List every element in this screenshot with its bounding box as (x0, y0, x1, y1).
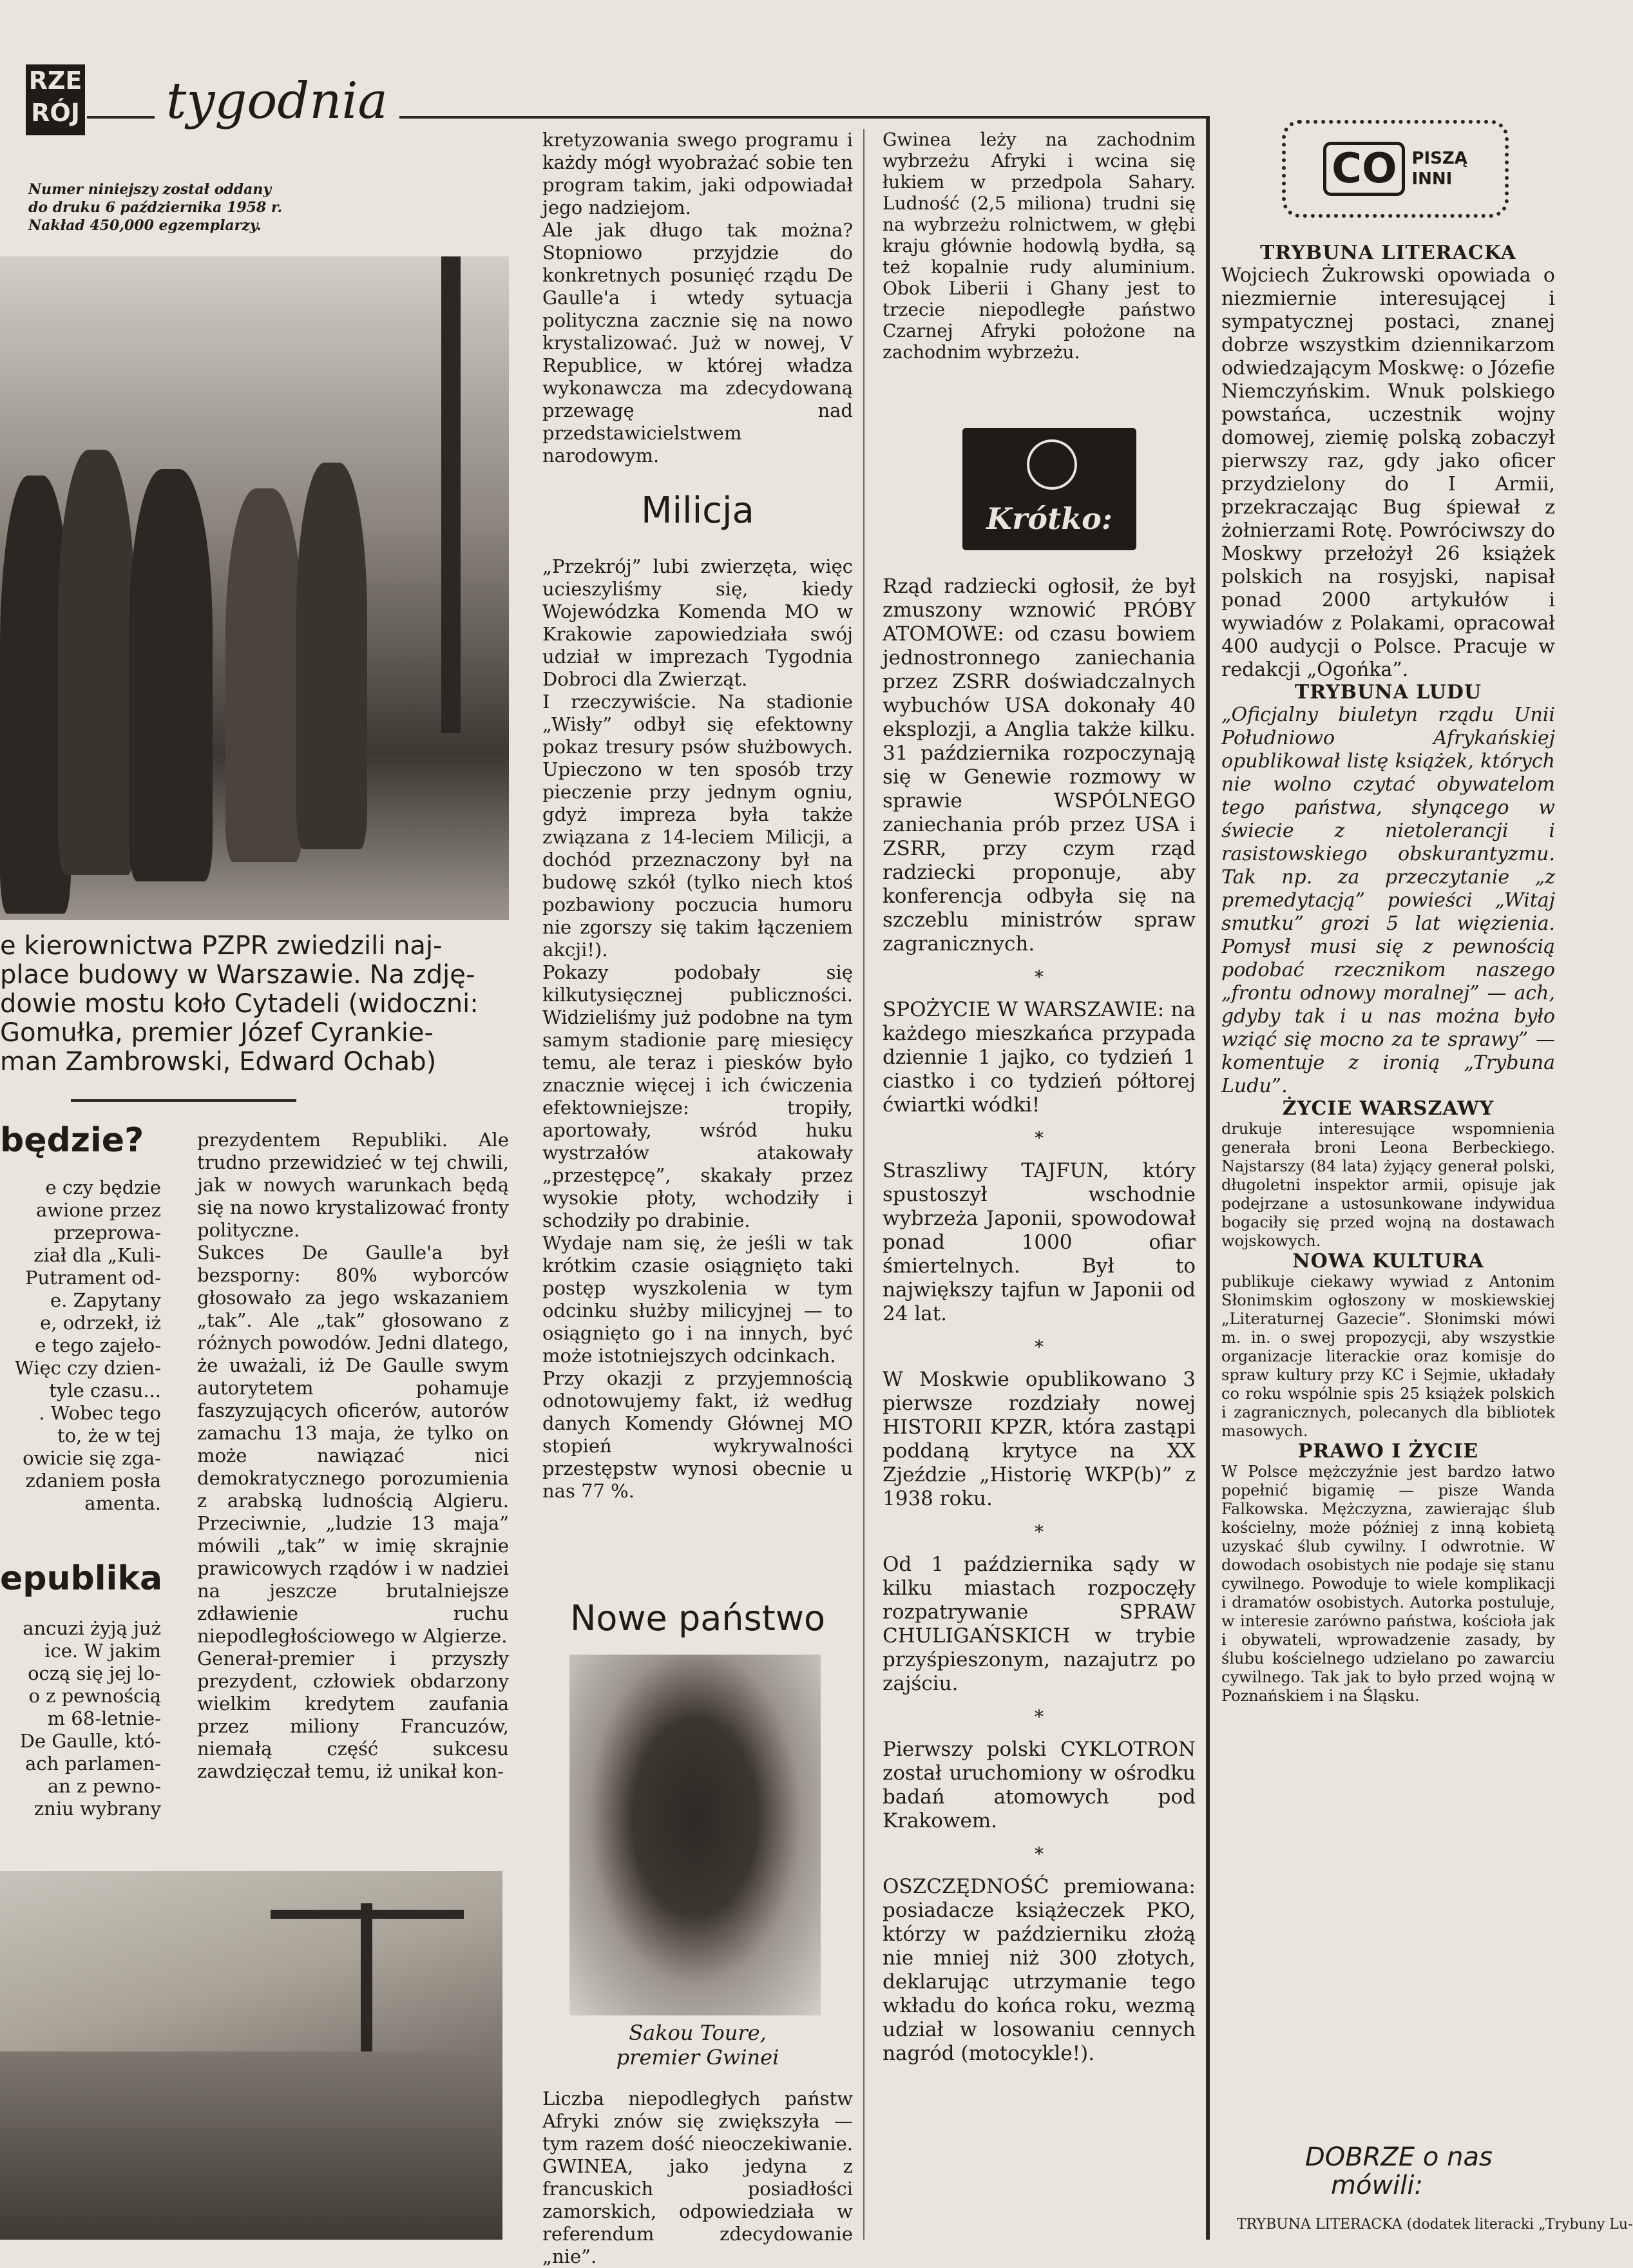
photo1-caption (0, 932, 515, 1077)
news-item: OSZCZĘDNOŚĆ premiowana: posiadacze książeczek PKO, którzy w październiku złożą nie mniej niż 300 złotych, deklarując utrzymanie tego wkładu do końca roku, wezmą udział w losowaniu cennych nagród (motocykle!). (883, 1875, 1196, 2065)
heading-milicja: Milicja (641, 490, 754, 532)
news-item: W Moskwie opublikowano 3 pierwsze rozdziały nowej HISTORII KPZR, która zastąpi poddaną krytyce na XX Zjeździe „Historię WKP(b)” z 1938 roku. (883, 1368, 1196, 1510)
photo1-caption-line: Gomułka, premier Józef Cyrankie- (0, 1018, 434, 1048)
portrait-caption (542, 2021, 853, 2070)
text-line: zdaniem posła (25, 1470, 161, 1492)
paragraph: Gwinea leży na zachodnim wybrzeżu Afryki i wcina się łukiem w przedpola Sahary. Ludność (2,5 miliona) trudni się na wybrzeżu rolnictwem, w głębi kraju głównie hodowlą bydła, są też kopalnie rudy aluminium. Obok Liberii i Ghany jest to trzecie niepodległe państwo Czarnej Afryki położone na zachodnim wybrzeżu. (883, 129, 1196, 363)
co-pisza-inni-logo (1282, 120, 1509, 218)
print-note-line3: Nakład 450,000 egzemplarzy. (28, 217, 262, 234)
dobrze-line1: DOBRZE o nas (1305, 2142, 1493, 2172)
col2-text (197, 1129, 509, 1783)
paragraph: kretyzowania swego programu i każdy mógł wyobrażać sobie ten program takim, jaki odpowiadał jego nadziejom. (542, 129, 853, 218)
text-line: przeprowa- (53, 1222, 161, 1244)
co-pisza-inni-line2: INNI (1411, 169, 1453, 189)
masthead-logo-top: RZE (28, 66, 82, 95)
photo-construction-visit (0, 256, 509, 920)
masthead-title: tygodnia (155, 72, 399, 130)
paragraph: Sukces De Gaulle'a był bezsporny: 80% wyborców głosowało za jego wskazaniem „tak”. Ale „tak” głosowano z różnych powodów. Jedni dlatego, że uważali, iż De Gaulle swym autorytetem pohamuje faszyzujących oficerów, autorów zamachu 13 maja, że tylko on może nawiązać nici demokratycznego porozumienia z arabską ludnością Algieru. Przeciwnie, „ludzie 13 maja” mówili „tak” w imię skrajnie prawicowych rządów i w nadziei na jeszcze brutalniejsze zdławienie ruchu niepodległościowego w Algierze. (197, 1242, 509, 1647)
star-separator: * (1035, 1706, 1044, 1727)
text-line: e czy będzie (45, 1177, 161, 1198)
portrait-caption-name: Sakou Toure, (629, 2021, 767, 2045)
text-line: . Wobec tego (39, 1402, 161, 1424)
text-line: Putrament od- (24, 1267, 161, 1289)
text-line: tyle czasu... (49, 1379, 161, 1401)
news-item: Od 1 października sądy w kilku miastach rozpoczęły rozpatrywanie SPRAW CHULIGAŃSKICH w trybie przyśpieszonym, nazajutrz po zajściu. (883, 1553, 1196, 1695)
paragraph: prezydentem Republiki. Ale trudno przewidzieć w tej chwili, jak w nowych warunkach będą się na nowo krystalizować fronty polityczne. (197, 1129, 509, 1241)
text-line: ział dla „Kuli- (33, 1244, 161, 1266)
column-rule-main (1206, 116, 1210, 2240)
text-line: zniu wybrany (33, 1798, 161, 1820)
text-line: Więc czy dzien- (14, 1357, 161, 1379)
portrait-caption-title: premier Gwinei (616, 2045, 779, 2070)
news-item: Pierwszy polski CYKLOTRON został uruchomiony w ośrodku badań atomowych pod Krakowem. (883, 1738, 1196, 1832)
text-line: ancuzi żyją już (23, 1617, 161, 1639)
news-item: SPOŻYCIE W WARSZAWIE: na każdego mieszkańca przypada dziennie 1 jajko, co tydzień 1 ciastko i co tydzień półtorej ćwiartki wódki! (883, 998, 1196, 1117)
text-line: oczą się jej lo- (28, 1662, 161, 1684)
col3-text-bottom (542, 2088, 853, 2268)
photo1-caption-line: e kierownictwa PZPR zwiedzili naj- (0, 931, 443, 961)
col1-text-bedzie (0, 1177, 161, 1515)
text-line: De Gaulle, któ- (19, 1730, 161, 1752)
paragraph: I rzeczywiście. Na stadionie „Wisły” odbył się efektowny pokaz tresury psów służbowych. Upieczono w ten sposób trzy pieczenie przy jednym ogniu, gdyż impreza była także związana z 14-leciem Milicji, a dochód przeznaczony był na budowę szkół (tylko niech ktoś pozbawiony poczucia humoru nie zgorszy się takim łączeniem akcji!). (542, 691, 853, 961)
dobrze-line2: mówili: (1331, 2171, 1423, 2200)
section-title: PRAWO I ŻYCIE (1297, 1440, 1479, 1463)
text-line: ach parlamen- (25, 1753, 161, 1774)
col5-bottom-line: TRYBUNA LITERACKA (dodatek literacki „Trybuny Lu- (1237, 2216, 1633, 2233)
col3-text-milicja (542, 555, 853, 1503)
text-line: e. Zapytany (50, 1289, 161, 1311)
col5-sections (1221, 242, 1555, 1706)
print-note-line2: do druku 6 października 1958 r. (28, 199, 283, 216)
col1-heading-bedzie: będzie? (0, 1121, 144, 1160)
col4-krotko-items (883, 575, 1196, 2066)
text-line: an z pewno- (47, 1775, 161, 1797)
section-title: ŻYCIE WARSZAWY (1282, 1097, 1495, 1120)
caption-underline (71, 1099, 296, 1102)
news-item: Straszliwy TAJFUN, który spustoszył wschodnie wybrzeża Japonii, spowodował ponad 1000 ofiar śmiertelnych. Był to największy tajfun w Japonii od 24 lat. (883, 1159, 1196, 1325)
section-text: Wojciech Żukrowski opowiada o niezmiernie interesującej i sympatycznej postaci, znanej dobrze wszystkim dziennikarzom odwiedzającym Moskwę: o Józefie Niemczyńskim. Wnuk polskiego powstańca, uczestnik wojny domowej, ziemię polską zobaczył pierwszy raz, gdy jako oficer przydzielony do I Armii, przekraczając Bug śpiewał z żołnierzami Rotę. Powróciwszy do Moskwy przełożył 26 książek polskich na rosyjski, napisał ponad 2000 artykułów i wywiadów z Polakami, opracował 400 audycji o Polsce. Pracuje w redakcji „Ogońka”. (1221, 264, 1555, 681)
section-title: NOWA KULTURA (1292, 1250, 1484, 1273)
text-line: amenta. (84, 1492, 161, 1514)
col1-text-republika (0, 1617, 161, 1820)
col4-text-top (883, 129, 1196, 363)
phone-icon (1027, 439, 1077, 490)
star-separator: * (1035, 966, 1044, 988)
section-text: drukuje interesujące wspomnienia generała broni Leona Berbeckiego. Najstarszy (84 lata) żyjący generał polski, długoletni inspektor armii, opisuje jak podejrzane a ustosunkowane indywidua bogaciły się przed wojną na dostawach wojskowych. (1221, 1120, 1555, 1250)
news-item: Rząd radziecki ogłosił, że był zmuszony wznowić PRÓBY ATOMOWE: od czasu bowiem jednostronnego zaniechania przez ZSRR doświadczalnych wybuchów USA dokonały 40 eksplozji, a Anglia także kilku. 31 października rozpoczynają się w Genewie rozmowy w sprawie WSPÓLNEGO zaniechania prób przez USA i ZSRR, przy czym rząd radziecki proponuje, aby konferencja odbyła się na szczeblu ministrów spraw zagranicznych. (883, 575, 1196, 956)
photo1-caption-line: man Zambrowski, Edward Ochab) (0, 1047, 437, 1077)
text-line: awione przez (35, 1199, 161, 1221)
section-text: W Polsce mężczyźnie jest bardzo łatwo popełnić bigamię — pisze Wanda Falkowska. Mężczyzna, zawierając ślub kościelny, może później z inną kobietą uzyskać ślub cywilny. I odwrotnie. W dowodach osobistych nie podaje się stanu cywilnego. Powoduje to wiele komplikacji i dramatów osobistych. Autorka postuluje, w interesie zarówno państwa, kościoła jak i obywateli, wprowadzenie zasady, by ślubu kościelnego udzielano po zawarciu cywilnego. Tak jak to było przed wojną w Poznańskiem i na Śląsku. (1221, 1463, 1555, 1705)
heading-nowe-panstwo: Nowe państwo (569, 1598, 826, 1639)
print-note (28, 180, 338, 235)
section-title: TRYBUNA LUDU (1294, 681, 1482, 704)
paragraph: Ale jak długo tak można? Stopniowo przyjdzie do konkretnych posunięć rządu De Gaulle'a i wtedy sytuacja polityczna zacznie się na nowo krystalizować. Już w nowej, V Republice, w której władza wykonawcza ma zdecydowaną przewagę nad przedstawicielstwem narodowym. (542, 219, 853, 466)
text-line: e tego zajeło- (35, 1334, 161, 1356)
star-separator: * (1035, 1843, 1044, 1865)
text-line: e, odrzekł, iż (40, 1312, 161, 1334)
co-pisza-inni-big: CO (1323, 142, 1405, 196)
text-line: ice. W jakim (44, 1640, 161, 1662)
star-separator: * (1035, 1128, 1044, 1149)
paragraph: Generał-premier i przyszły prezydent, człowiek obdarzony wielkim kredytem zaufania przez miliony Francuzów, niemałą część sukcesu zawdzięczał temu, iż unikał kon- (197, 1648, 509, 1782)
text-line: o z pewnością (28, 1685, 161, 1707)
text-line: to, że w tej (57, 1425, 161, 1446)
paragraph: „Przekrój” lubi zwierzęta, więc ucieszyliśmy się, kiedy Wojewódzka Komenda MO w Krakowie zapowiedziała swój udział w imprezach Tygodnia Dobroci dla Zwierząt. (542, 555, 853, 690)
col1-heading-republika: epublika (0, 1559, 163, 1598)
photo1-caption-line: place budowy w Warszawie. Na zdję- (0, 960, 475, 990)
photo1-caption-line: dowie mostu koło Cytadeli (widoczni: (0, 989, 479, 1019)
print-note-line1: Numer niniejszy został oddany (28, 181, 272, 198)
co-pisza-inni-line1: PISZĄ (1411, 149, 1467, 168)
portrait-sakou-toure (569, 1655, 821, 2015)
text-line: owicie się zga- (23, 1447, 161, 1469)
section-title: TRYBUNA LITERACKA (1260, 242, 1516, 264)
paragraph: Liczba niepodległych państw Afryki znów się zwiększyła — tym razem dość nieoczekiwanie. GWINEA, jako jedyna z francuskich posiadłości zamorskich, odpowiedziała w referendum zdecydowanie „nie”. (542, 2088, 853, 2267)
paragraph: Przy okazji z przyjemnością odnotowujemy fakt, iż według danych Komendy Głównej MO stopień wykrywalności przestępstw wynosi obecnie u nas 77 %. (542, 1367, 853, 1502)
photo-crane (0, 1871, 502, 2240)
paragraph: Wydaje nam się, że jeśli w tak krótkim czasie osiągnięto taki postęp wyszkolenia w tym odcinku służby milicyjnej — to osiągnięto go i na innych, być może istotniejszych odcinkach. (542, 1232, 853, 1367)
krotko-label: Krótko: (986, 501, 1113, 536)
text-line: m 68-letnie- (47, 1707, 161, 1729)
masthead-logo (26, 64, 85, 135)
col3-text-top (542, 129, 853, 467)
section-text: publikuje ciekawy wywiad z Antonim Słonimskim ogłoszony w moskiewskiej „Literaturnej Gazecie”. Słonimski mówi m. in. o swej propozycji, aby wszystkie organizacje literackie oraz komisje do spraw kultury przy KC i Sejmie, układały co roku wspólnie spis 25 książek polskich i zagranicznych, polecanych dla bibliotek masowych. (1221, 1273, 1555, 1440)
section-text: „Oficjalny biuletyn rządu Unii Południowo Afrykańskiej opublikował listę książek, których nie wolno czytać obywatelom tego państwa, słynącego w świecie z nietolerancji i rasistowskiego obskurantyzmu. Tak np. za przeczytanie „z premedytacją” powieści „Witaj smutku” grozi 5 lat więzienia. Pomysł musi się z pewnością podobać rzecznikom naszego „frontu odnowy moralnej” — ach, gdyby tak i u nas można było wziąć się mocno za te sprawy” — komentuje z ironią „Trybuna Ludu”. (1221, 704, 1555, 1097)
paragraph: Pokazy podobały się kilkutysięcznej publiczności. Widzieliśmy już podobne na tym samym stadionie parę miesięcy temu, ale teraz i piesków było znacznie więcej i ich ćwiczenia efektowniejsze: tropiły, aportowały, wśród huku wystrzałów atakowały „przestępcę”, skakały przez wysokie płoty, wchodziły i schodziły po drabinie. (542, 961, 853, 1231)
star-separator: * (1035, 1521, 1044, 1542)
krotko-logo (962, 428, 1136, 550)
column-rule-thin (863, 129, 864, 2240)
dobrze-o-nas-heading (1305, 2143, 1493, 2200)
masthead-logo-bottom: RÓJ (31, 99, 80, 127)
star-separator: * (1035, 1336, 1044, 1358)
